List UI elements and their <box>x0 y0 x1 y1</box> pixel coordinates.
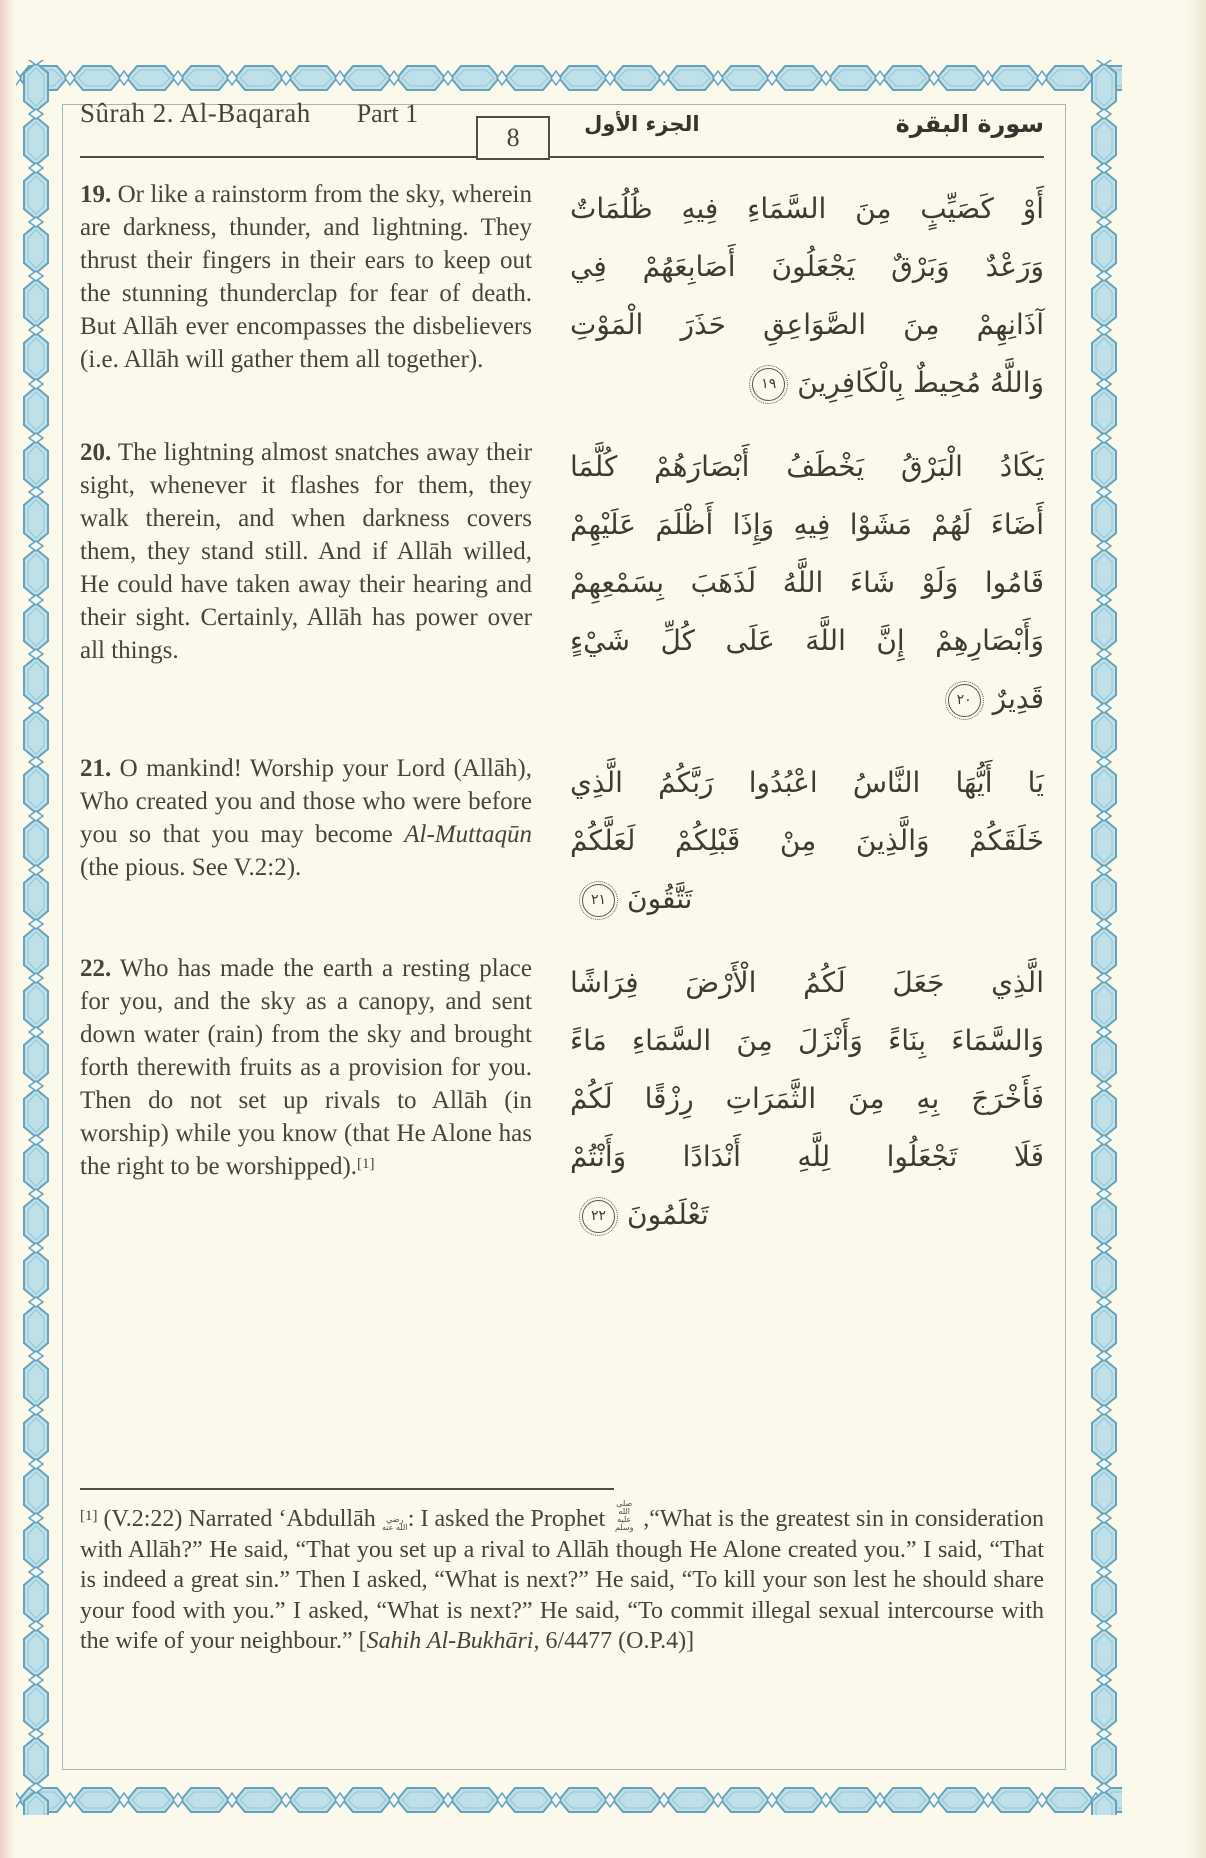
verse-row <box>80 436 1044 728</box>
surah-calligraphy: سورة البقرة <box>895 110 1044 138</box>
page-content <box>80 0 1044 1244</box>
verse-row <box>80 752 1044 928</box>
page-number-box <box>476 116 550 160</box>
arabic-line: وَاللَّهُ مُحِيطٌ بِالْكَافِرِينَ١٩ <box>570 354 1044 412</box>
arabic-line: قَدِيرٌ٢٠ <box>570 670 1044 728</box>
juz-calligraphy: الجزء الأول <box>584 112 700 136</box>
verse-number: 21. <box>80 755 112 782</box>
arabic-line: يَا أَيُّهَا النَّاسُ اعْبُدُوا رَبَّكُمُ الَّذِي <box>570 766 1044 799</box>
arabic-line: تَتَّقُونَ٢١ <box>570 870 1044 928</box>
verse-number: 19. <box>80 181 112 208</box>
ayah-end-marker: ٢١ <box>582 884 615 917</box>
text-run: O mankind! Worship your Lord (Allāh), Who created you and those who were before you so that you may become <box>80 755 533 848</box>
honorific-mark: رضي الله عنه <box>381 1515 408 1532</box>
page-header <box>80 98 1044 150</box>
text-run: ,“What is the greatest sin in consideration with Allāh?” He said, “That you set up a rival to Allāh though He Alone created you.” I said, “That is indeed a great sin.” Then I asked, “What is next?” He said, “To kill your son lest he should share your food with you.” I asked, “What is next?” He said, “To commit illegal sexual intercourse with the wife of your neighbour.” [ <box>80 1506 1044 1654</box>
verse-translation-en <box>80 178 532 376</box>
verse-number: 22. <box>80 955 112 982</box>
text-run: (the pious. See V.2:2). <box>80 854 302 881</box>
verse-row <box>80 178 1044 412</box>
arabic-line: خَلَقَكُمْ وَالَّذِينَ مِنْ قَبْلِكُمْ لَعَلَّكُمْ <box>570 824 1044 857</box>
surah-title: Sûrah 2. Al-Baqarah <box>80 98 311 128</box>
ayah-end-marker: ١٩ <box>752 368 785 401</box>
footnote-section <box>80 1488 1044 1657</box>
text-run: (V.2:22) Narrated ‘Abdullāh <box>97 1506 382 1532</box>
honorific-mark: صلى الله عليه وسلم <box>614 1499 634 1532</box>
arabic-line: فَلَا تَجْعَلُوا لِلَّهِ أَنْدَادًا وَأَنْتُمْ <box>570 1140 1044 1173</box>
text-run: : I asked the Prophet <box>407 1506 612 1532</box>
verse-arabic <box>570 178 1044 412</box>
text-run: 6/4477 (O.P.4)] <box>539 1628 695 1654</box>
verse-translation-en <box>80 752 532 884</box>
arabic-line: وَأَبْصَارِهِمْ إِنَّ اللَّهَ عَلَى كُلِّ شَيْءٍ <box>570 624 1044 657</box>
scan-edge-pink <box>0 0 14 1858</box>
arabic-line: وَرَعْدٌ وَبَرْقٌ يَجْعَلُونَ أَصَابِعَهُمْ فِي <box>570 250 1044 283</box>
arabic-line: أَضَاءَ لَهُمْ مَشَوْا فِيهِ وَإِذَا أَظْلَمَ عَلَيْهِمْ <box>570 508 1044 541</box>
arabic-line: قَامُوا وَلَوْ شَاءَ اللَّهُ لَذَهَبَ بِسَمْعِهِمْ <box>570 566 1044 599</box>
arabic-line: يَكَادُ الْبَرْقُ يَخْطَفُ أَبْصَارَهُمْ كُلَّمَا <box>570 450 1044 483</box>
arabic-line: أَوْ كَصَيِّبٍ مِنَ السَّمَاءِ فِيهِ ظُلُمَاتٌ <box>570 192 1044 225</box>
footnote-text <box>80 1500 1044 1657</box>
text-run: Or like a rainstorm from the sky, wherein are darkness, thunder, and lightning. They thrust their fingers in their ears to keep out the stunning thunderclap for fear of death. But Allāh ever encompasses the disbelievers (i.e. Allāh will gather them all together). <box>80 181 532 373</box>
italic-text: Sahih Al-Bukhāri, <box>366 1628 540 1654</box>
text-run: Who has made the earth a resting place for you, and the sky as a canopy, and sent down water (rain) from the sky and brought forth therewith fruits as a provision for you. Then do not set up rivals to Allāh (in worship) while you know (that He Alone has the right to be worshipped). <box>80 955 532 1180</box>
footnote-reference: [1] <box>357 1156 375 1172</box>
text-run: The lightning almost snatches away their sight, whenever it flashes for them, they walk therein, and when darkness covers them, they stand still. And if Allāh willed, He could have taken away their hearing and their sight. Certainly, Allāh has power over all things. <box>80 439 532 664</box>
verses-section <box>80 178 1044 1244</box>
arabic-line: وَالسَّمَاءَ بِنَاءً وَأَنْزَلَ مِنَ السَّمَاءِ مَاءً <box>570 1024 1044 1057</box>
ornamental-border-right <box>1086 60 1122 1815</box>
italic-text: Al-Muttaqūn <box>404 821 532 848</box>
ornamental-border-left <box>18 60 54 1815</box>
verse-arabic <box>570 952 1044 1244</box>
arabic-line: آذَانِهِمْ مِنَ الصَّوَاعِقِ حَذَرَ الْمَوْتِ <box>570 308 1044 341</box>
ornamental-border-bottom <box>16 1782 1122 1818</box>
footnote-marker: [1] <box>80 1508 98 1524</box>
verse-arabic <box>570 752 1044 928</box>
verse-row <box>80 952 1044 1244</box>
header-rule <box>80 156 1044 158</box>
page-number: 8 <box>506 123 520 152</box>
scan-edge-shadow <box>1188 0 1206 1858</box>
arabic-line: فَأَخْرَجَ بِهِ مِنَ الثَّمَرَاتِ رِزْقًا لَكُمْ <box>570 1082 1044 1115</box>
footnote-rule <box>80 1488 614 1490</box>
verse-arabic <box>570 436 1044 728</box>
verse-translation-en <box>80 952 532 1183</box>
arabic-line: الَّذِي جَعَلَ لَكُمُ الْأَرْضَ فِرَاشًا <box>570 966 1044 999</box>
arabic-line: تَعْلَمُونَ٢٢ <box>570 1186 1044 1244</box>
verse-number: 20. <box>80 439 112 466</box>
ayah-end-marker: ٢٠ <box>948 684 981 717</box>
ayah-end-marker: ٢٢ <box>582 1200 615 1233</box>
part-label: Part 1 <box>356 99 419 128</box>
verse-translation-en <box>80 436 532 667</box>
